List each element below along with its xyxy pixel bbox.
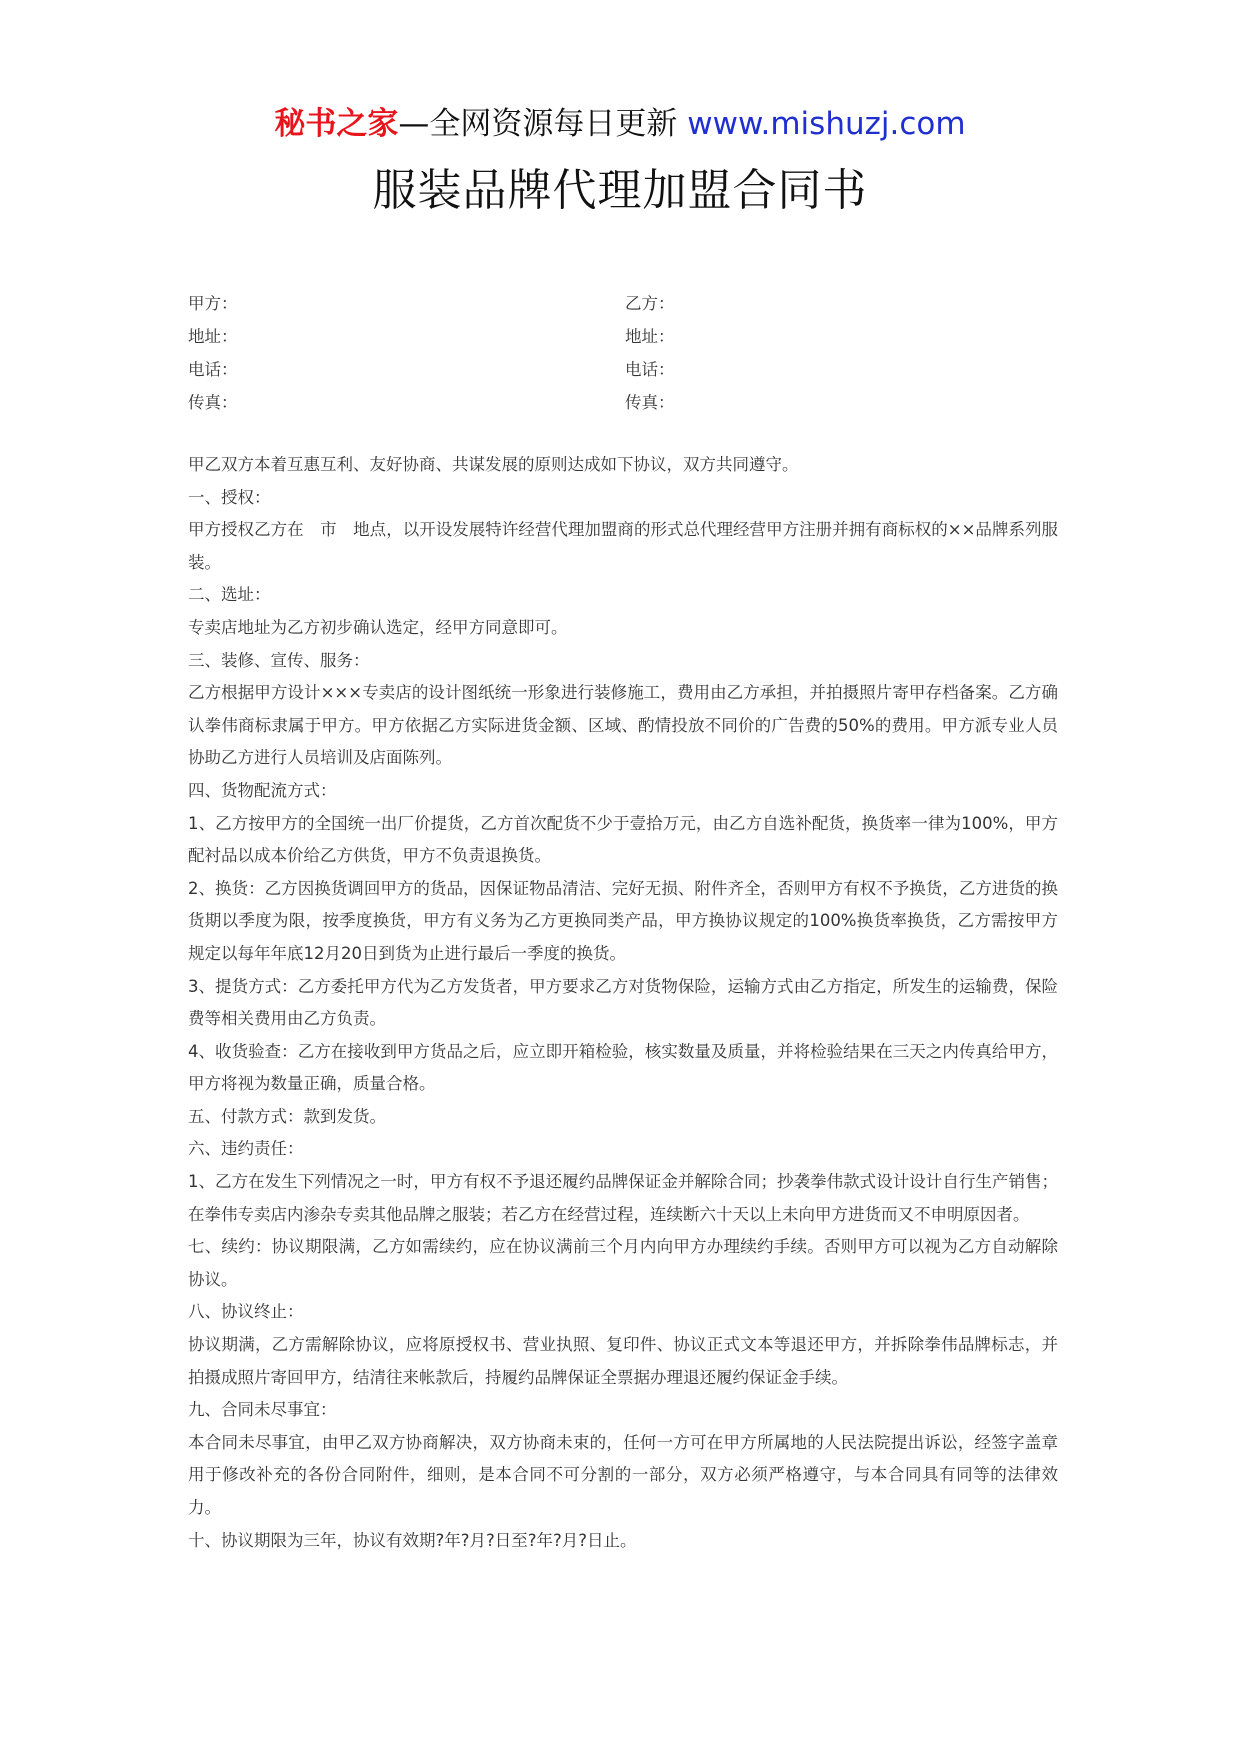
party-row [188, 320, 1058, 353]
party-row [188, 287, 1058, 320]
section-heading-termination: 八、协议终止： [188, 1302, 304, 1322]
paragraph-distribution-1: 1、乙方按甲方的全国统一出厂价提货，乙方首次配货不少于壹拾万元，由乙方自选补配货，换货率一律为100%，甲方配衬品以成本价给乙方供货，甲方不负责退换货。 [188, 813, 1058, 866]
paragraph-site: 专卖店地址为乙方初步确认选定，经甲方同意即可。 [188, 617, 568, 637]
paragraph-termination: 协议期满，乙方需解除协议，应将原授权书、营业执照、复印件、协议正式文本等退还甲方，并拆除拳伟品牌标志，并拍摄成照片寄回甲方，结清往来帐款后，持履约品牌保证全票据办理退还履约保证金手续。 [188, 1335, 1058, 1387]
section-heading-decoration: 三、装修、宣传、服务： [188, 650, 370, 670]
party-b-name-label: 乙方： [625, 294, 675, 313]
paragraph-authorization: 甲方授权乙方在 市 地点，以开设发展特许经营代理加盟商的形式总代理经营甲方注册并拥有商标权的××品牌系列服装。 [188, 520, 1058, 572]
paragraph-liability-1: 1、乙方在发生下列情况之一时，甲方有权不予退还履约品牌保证金并解除合同；抄袭拳伟款式设计设计自行生产销售；在拳伟专卖店内渗杂专卖其他品牌之服装；若乙方在经营过程，连续断六十天以上未向甲方进货而又不申明原因者。 [188, 1172, 1058, 1224]
paragraph-distribution-2: 2、换货：乙方因换货调回甲方的货品，因保证物品清洁、完好无损、附件齐全，否则甲方有权不予换货，乙方进货的换货期以季度为限，按季度换货，甲方有义务为乙方更换同类产品，甲方换协议规定的100%换货率换货，乙方需按甲方规定以每年年底12月20日到货为止进行最后一季度的换货。 [188, 878, 1058, 963]
party-a-fax-label: 传真： [188, 393, 238, 412]
section-heading-site: 二、选址： [188, 585, 271, 605]
section-heading-misc: 九、合同未尽事宜： [188, 1400, 337, 1420]
intro-paragraph: 甲乙双方本着互惠互利、友好协商、共谋发展的原则达成如下协议，双方共同遵守。 [188, 455, 799, 474]
party-b-address-label: 地址： [625, 327, 675, 346]
section-payment: 五、付款方式：款到发货。 [188, 1106, 386, 1126]
party-info [188, 287, 1058, 419]
section-heading-liability: 六、违约责任： [188, 1139, 304, 1159]
paragraph-misc: 本合同未尽事宜，由甲乙双方协商解决，双方协商未束的，任何一方可在甲方所属地的人民法院提出诉讼，经签字盖章用于修改补充的各份合同附件，细则，是本合同不可分割的一部分，双方必须严格遵守，与本合同具有同等的法律效力。 [188, 1432, 1058, 1517]
banner-slogan: —全网资源每日更新 [398, 106, 678, 142]
party-a-address-label: 地址： [188, 327, 238, 346]
party-a-phone-label: 电话： [188, 360, 238, 379]
party-a-name-label: 甲方： [188, 294, 238, 313]
section-term: 十、协议期限为三年，协议有效期?年?月?日至?年?月?日止。 [188, 1530, 637, 1550]
contract-body [188, 449, 1058, 1557]
brand-name: 秘书之家 [274, 106, 399, 142]
section-heading-distribution: 四、货物配流方式： [188, 780, 337, 800]
section-renewal: 七、续约：协议期限满，乙方如需续约，应在协议满前三个月内向甲方办理续约手续。否则甲方可以视为乙方自动解除协议。 [188, 1237, 1058, 1289]
party-b-fax-label: 传真： [625, 393, 675, 412]
paragraph-decoration: 乙方根据甲方设计×××专卖店的设计图纸统一形象进行装修施工，费用由乙方承担，并拍摄照片寄甲存档备案。乙方确认拳伟商标隶属于甲方。甲方依据乙方实际进货金额、区域、酌情投放不同价的广告费的50%的费用。甲方派专业人员协助乙方进行人员培训及店面陈列。 [188, 683, 1058, 768]
party-b-phone-label: 电话： [625, 360, 675, 379]
party-row [188, 353, 1058, 386]
paragraph-distribution-3: 3、提货方式：乙方委托甲方代为乙方发货者，甲方要求乙方对货物保险，运输方式由乙方指定，所发生的运输费，保险费等相关费用由乙方负责。 [188, 976, 1058, 1029]
document-title: 服装品牌代理加盟合同书 [372, 165, 868, 216]
site-banner [0, 102, 1240, 146]
section-heading-authorization: 一、授权： [188, 487, 271, 507]
paragraph-distribution-4: 4、收货验查：乙方在接收到甲方货品之后，应立即开箱检验，核实数量及质量，并将检验结果在三天之内传真给甲方，甲方将视为数量正确，质量合格。 [188, 1041, 1058, 1094]
party-row [188, 386, 1058, 419]
site-url: www.mishuzj.com [687, 106, 966, 142]
